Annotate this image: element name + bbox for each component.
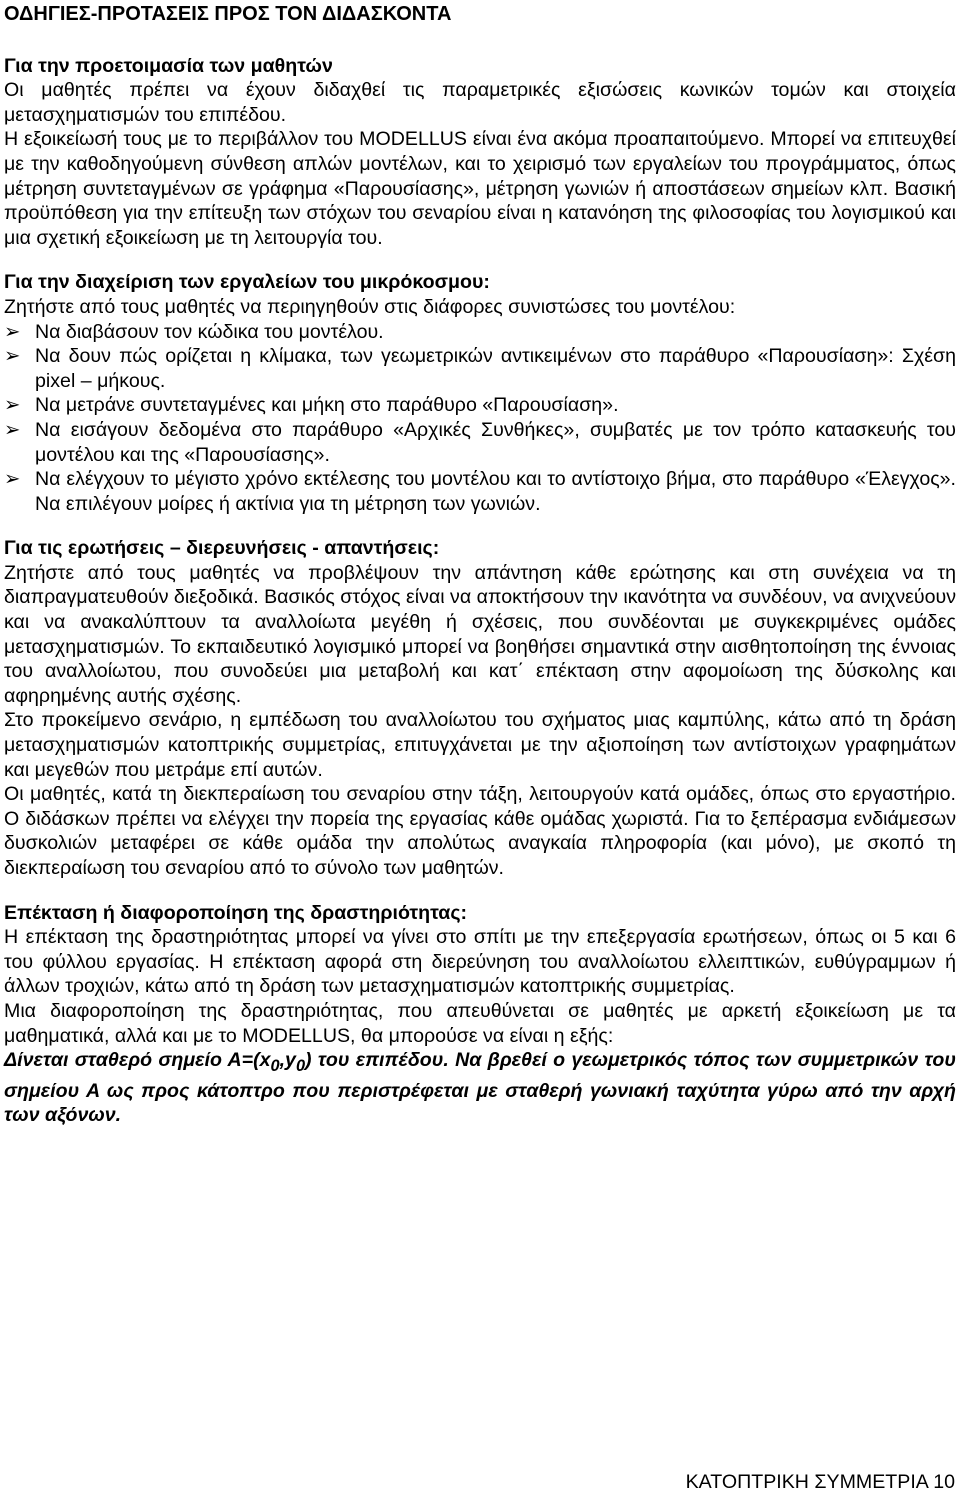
list-item: ➢ Να ελέγχουν το μέγιστο χρόνο εκτέλεσης του μοντέλου και το αντίστοιχο βήμα, στο παράθυρο «Έλεγχος». Να επιλέγουν μοίρες ή ακτίνια για τη μέτρηση των γωνιών. [4, 468, 956, 515]
paragraph-extension-2: Μια διαφοροποίηση της δραστηριότητας, που απευθύνεται σε μαθητές με αρκετή εξοικείωση με τα μαθηματικά, αλλά και με το MODELLUS, θα μπορούσε να είναι η εξής: [4, 999, 956, 1047]
paragraph-tools-intro: Ζητήστε από τους μαθητές να περιηγηθούν στις διάφορες συνιστώσες του μοντέλου: [4, 295, 736, 318]
arrow-bullet-icon: ➢ [4, 468, 21, 491]
list-item: ➢ Να διαβάσουν τον κώδικα του μοντέλου. [4, 320, 384, 343]
arrow-bullet-icon: ➢ [4, 394, 21, 417]
list-item: ➢ Να εισάγουν δεδομένα στο παράθυρο «Αρχικές Συνθήκες», συμβατές με τον τρόπο κατασκευής του μοντέλου και της «Παρουσίασης». [4, 418, 956, 466]
arrow-bullet-icon: ➢ [4, 418, 21, 441]
heading-student-preparation: Για την προετοιμασία των μαθητών [4, 54, 333, 77]
arrow-bullet-icon: ➢ [4, 320, 21, 343]
arrow-bullet-icon: ➢ [4, 345, 21, 368]
heading-tools-management: Για την διαχείριση των εργαλείων του μικρόκοσμου: [4, 271, 490, 294]
page-footer: ΚΑΤΟΠΤΡΙΚΗ ΣΥΜΜΕΤΡΙΑ 10 [685, 1471, 955, 1493]
paragraph-prerequisites: Οι μαθητές πρέπει να έχουν διδαχθεί τις παραμετρικές εξισώσεις κωνικών τομών και στοιχεία μετασχηματισμών του επιπέδου. [4, 79, 956, 126]
extension-task-statement: Δίνεται σταθερό σημείο $A=(x_0,y_0)$ του επιπέδου. Να βρεθεί ο γεωμετρικός τόπος των συμμετρικών του σημείου Α ως προς κάτοπτρο που περιστρέφεται με σταθερή γωνιακή ταχύτητα γύρω από την αρχή των αξόνων. [4, 1049, 956, 1127]
list-item: ➢ Να δουν πώς ορίζεται η κλίμακα, των γεωμετρικών αντικειμένων στο παράθυρο «Παρουσίαση»: Σχέση pixel – μήκους. [4, 345, 956, 392]
paragraph-questions-2: Στο προκείμενο σενάριο, η εμπέδωση του αναλλοίωτου του σχήματος μιας καμπύλης, κάτω από τη δράση μετασχηματισμών κατοπτρικής συμμετρίας, επιτυγχάνεται με την αξιοποίηση των αντίστοιχων γραφημάτων και μεγεθών που μετράμε επί αυτών. [4, 709, 956, 781]
heading-extension: Επέκταση ή διαφοροποίηση της δραστηριότητας: [4, 901, 468, 924]
tools-bullet-list [4, 320, 956, 517]
document-page [4, 0, 956, 1128]
paragraph-modellus-familiarity: Η εξοικείωσή τους με το περιβάλλον του MODELLUS είναι ένα ακόμα προαπαιτούμενο. Μπορεί να επιτευχθεί με την καθοδηγούμενη σύνθεση απλών μοντέλων, και το χειρισμό των εργαλείων του προγράμματος, όπως μέτρηση συντεταγμένων σε γράφημα «Παρουσίασης», μέτρηση γωνιών ή αποστάσεων σημείων κλπ. Βασική προϋπόθεση για την επίτευξη των στόχων του σεναρίου είναι η κατανόηση της φιλοσοφίας του λογισμικού και μια σχετική εξοικείωση με τη λειτουργία του. [4, 128, 956, 249]
paragraph-questions-1: Ζητήστε από τους μαθητές να προβλέψουν την απάντηση κάθε ερώτησης και στη συνέχεια να τη διαπραγματευθούν διεξοδικά. Βασικός στόχος είναι να αποκτήσουν την ικανότητα να συνδέουν, να ανιχνεύουν και να ανακαλύπτουν τα αναλλοίωτα μεγέθη ή σχέσεις, που συνδέονται με συγκεκριμένες ομάδες μετασχηματισμών. Το εκπαιδευτικό λογισμικό μπορεί να βοηθήσει σημαντικά στην αισθητοποίηση της έννοιας του αναλλοίωτου, που συνοδεύει μια μεταβολή και κατ΄ επέκταση στην αφομοίωση της δύσκολης και αφηρημένης αυτής σχέσης. [4, 561, 956, 707]
paragraph-questions-3: Οι μαθητές, κατά τη διεκπεραίωση του σεναρίου στην τάξη, λειτουργούν κατά ομάδες, όπως στο εργαστήριο. Ο διδάσκων πρέπει να ελέγχει την πορεία της εργασίας κάθε ομάδας χωριστά. Για το ξεπέρασμα ενδιάμεσων δυσκολιών μεταφέρει σε κάθε ομάδα την απολύτως αναγκαία πληροφορία (και μόνο), με σκοπό τη διεκπεραίωση του σεναρίου από το σύνολο των μαθητών. [4, 783, 956, 879]
page-title: ΟΔΗΓΙΕΣ-ΠΡΟΤΑΣΕΙΣ ΠΡΟΣ ΤΟΝ ΔΙΔΑΣΚΟΝΤΑ [4, 3, 452, 25]
heading-questions: Για τις ερωτήσεις – διερευνήσεις - απαντήσεις: [4, 537, 440, 560]
paragraph-extension-1: Η επέκταση της δραστηριότητας μπορεί να γίνει στο σπίτι με την επεξεργασία ερωτήσεων, όπως οι 5 και 6 του φύλλου εργασίας. Η επέκταση αφορά στη διερεύνηση του αναλλοίωτου ελλειπτικών, ευθύγραμμων ή άλλων τροχιών, κάτω από τη δράση των μετασχηματισμών κατοπτρικής συμμετρίας. [4, 926, 956, 998]
list-item: ➢ Να μετράνε συντεταγμένες και μήκη στο παράθυρο «Παρουσίαση». [4, 394, 619, 417]
